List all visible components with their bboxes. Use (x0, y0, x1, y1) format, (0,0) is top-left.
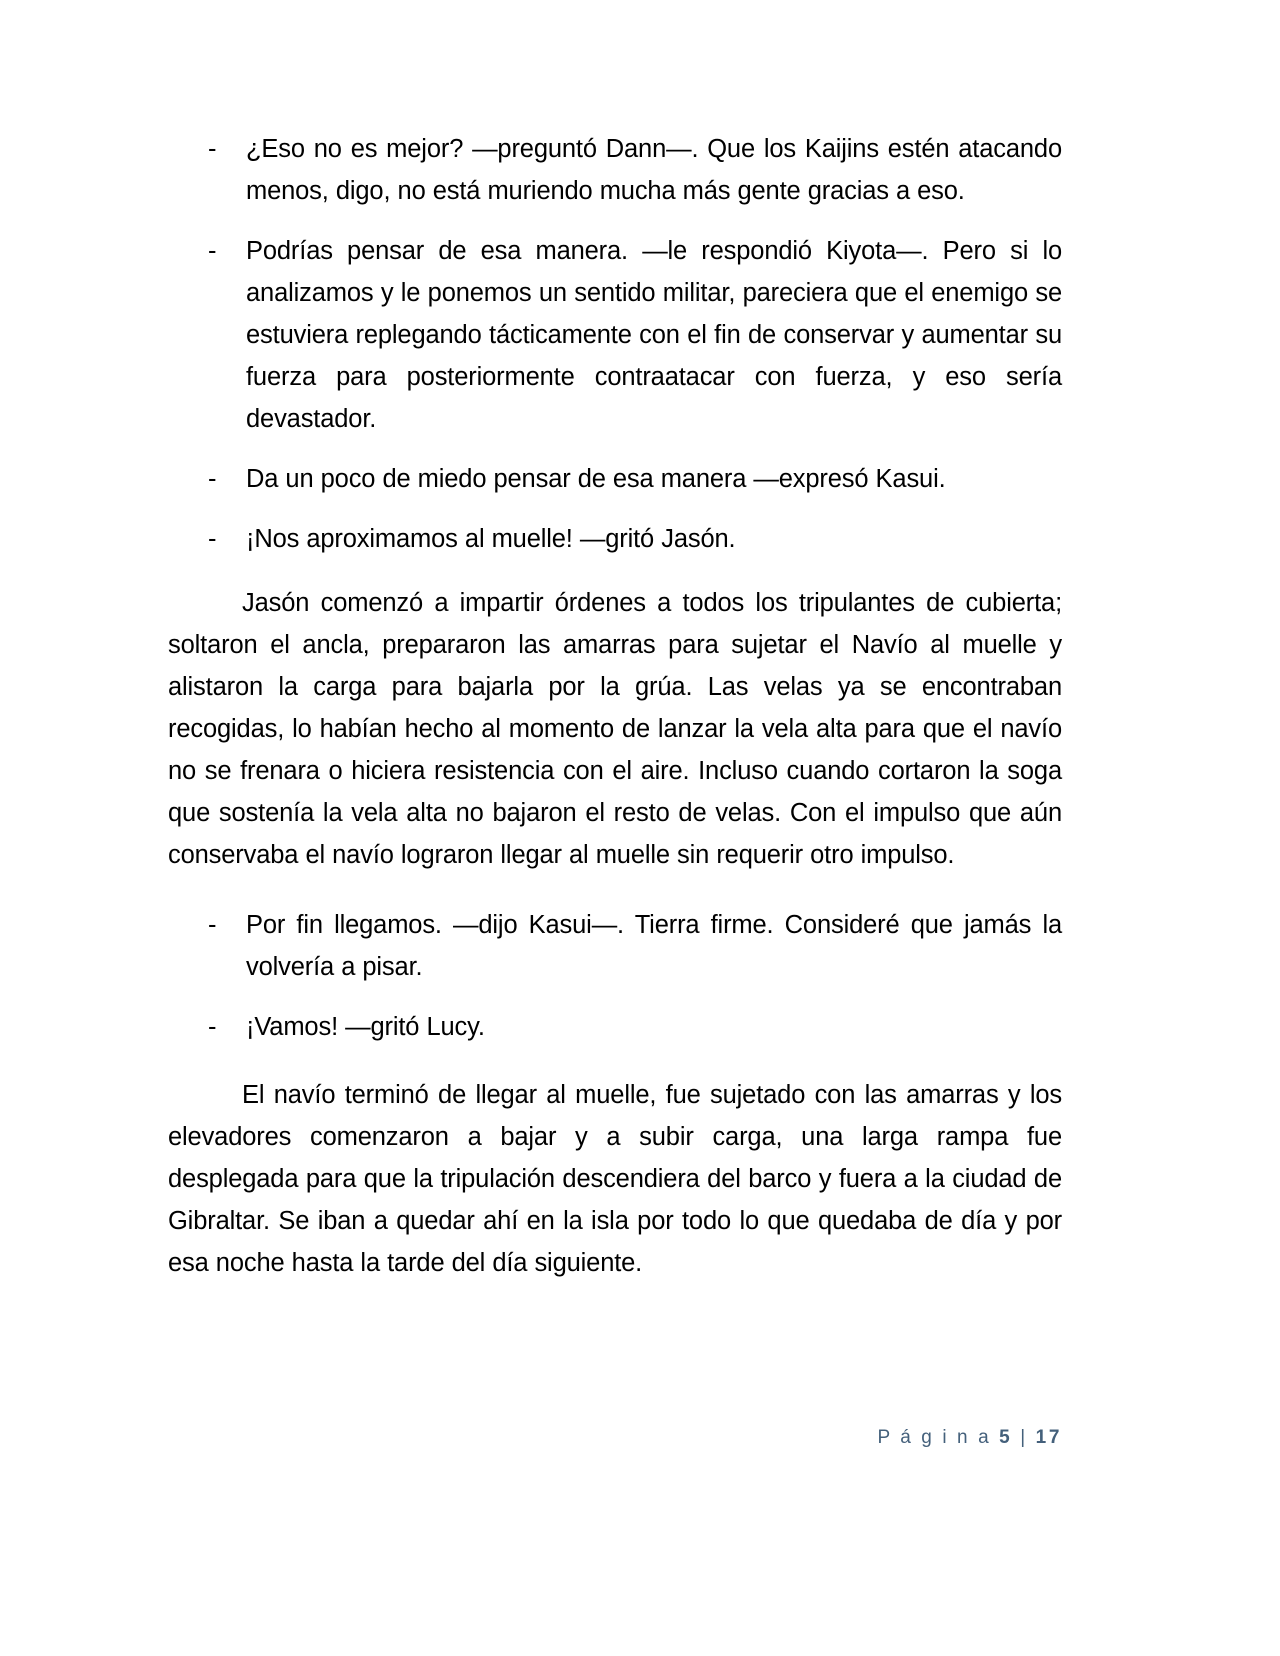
list-item (168, 1006, 1062, 1048)
body-paragraph: El navío terminó de llegar al muelle, fue sujetado con las amarras y los elevadores comenzaron a bajar y a subir carga, una larga rampa fue desplegada para que la tripulación descendiera del barco y fuera a la ciudad de Gibraltar. Se iban a quedar ahí en la isla por todo lo que quedaba de día y por esa noche hasta la tarde del día siguiente. (168, 1081, 1062, 1277)
block-spacer (168, 1048, 1062, 1074)
bullet-marker-icon: - (208, 911, 217, 939)
page-footer (168, 1425, 1062, 1451)
footer-page-number: 5 (999, 1427, 1013, 1448)
list-item-text: Por fin llegamos. —dijo Kasui—. Tierra firme. Consideré que jamás la volvería a pisar. (246, 911, 1062, 981)
list-item (168, 518, 1062, 560)
list-item (168, 230, 1062, 440)
list-item (168, 128, 1062, 212)
page-content (168, 128, 1062, 1284)
block-spacer (168, 560, 1062, 582)
block-spacer (168, 876, 1062, 904)
bullet-marker-icon: - (208, 525, 217, 553)
bullet-marker-icon: - (208, 1013, 217, 1041)
list-item (168, 458, 1062, 500)
bullet-list-2 (168, 904, 1062, 1048)
body-paragraph: Jasón comenzó a impartir órdenes a todos los tripulantes de cubierta; soltaron el ancla, prepararon las amarras para sujetar el Navío al muelle y alistaron la carga para bajarla por la grúa. Las velas ya se encontraban recogidas, lo habían hecho al momento de lanzar la vela alta para que el navío no se frenara o hiciera resistencia con el aire. Incluso cuando cortaron la soga que sostenía la vela alta no bajaron el resto de velas. Con el impulso que aún conservaba el navío lograron llegar al muelle sin requerir otro impulso. (168, 589, 1062, 869)
list-item-text: Podrías pensar de esa manera. —le respondió Kiyota—. Pero si lo analizamos y le ponemos un sentido militar, pareciera que el enemigo se estuviera replegando tácticamente con el fin de conservar y aumentar su fuerza para posteriormente contraatacar con fuerza, y eso sería devastador. (246, 237, 1062, 433)
bullet-marker-icon: - (208, 237, 217, 265)
footer-separator: | (1020, 1427, 1028, 1448)
list-item-text: ¡Vamos! —gritó Lucy. (246, 1013, 485, 1041)
footer-label: P á g i n a (877, 1427, 992, 1448)
bullet-marker-icon: - (208, 465, 217, 493)
footer-total-pages: 17 (1035, 1427, 1062, 1448)
list-item-text: ¿Eso no es mejor? —preguntó Dann—. Que los Kaijins estén atacando menos, digo, no está muriendo mucha más gente gracias a eso. (246, 135, 1062, 205)
list-item (168, 904, 1062, 988)
list-item-text: Da un poco de miedo pensar de esa manera —expresó Kasui. (246, 465, 946, 493)
bullet-marker-icon: - (208, 135, 217, 163)
list-item-text: ¡Nos aproximamos al muelle! —gritó Jasón. (246, 525, 736, 553)
bullet-list-1 (168, 128, 1062, 560)
